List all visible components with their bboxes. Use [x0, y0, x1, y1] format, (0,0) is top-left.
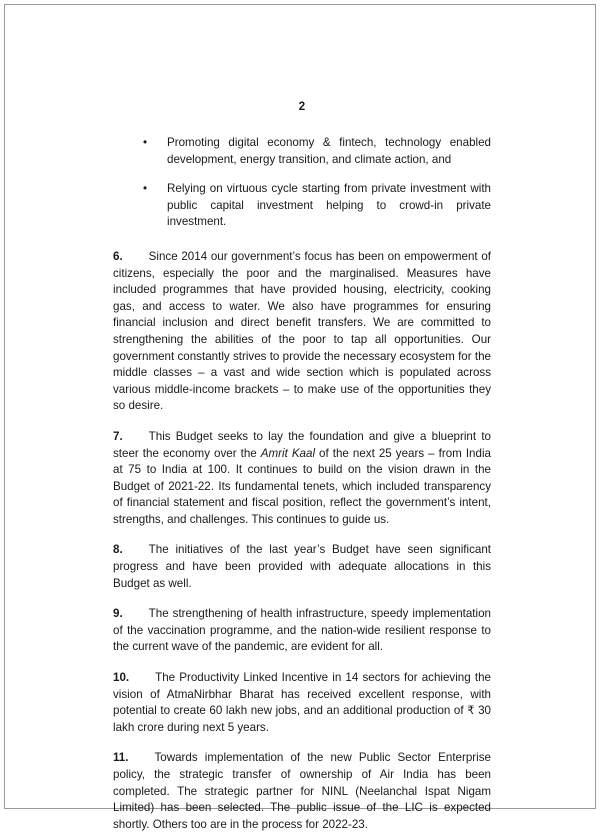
paragraph-text-continued: of the next 25 years – from India at 75 to India at 100. It continues to build on the vision drawn in the Budget of 2021-22. Its fundamental tenets, which included transparency of financial statement and fiscal position, reflect the government’s intent, strengths, and challenges. This continues to guide us. — [113, 446, 491, 526]
paragraph-text: The initiatives of the last year’s Budget have seen significant progress and have been provided with adequate allocations in this Budget as well. — [113, 543, 491, 590]
paragraph-8 — [113, 542, 491, 592]
paragraph-text: The Productivity Linked Incentive in 14 sectors for achieving the vision of AtmaNirbhar Bharat has received excellent response, with potential to create 60 lakh new jobs, and an additional production of ₹ 30 lakh crore during next 5 years. — [113, 671, 491, 734]
paragraph-number: 10. — [113, 671, 130, 685]
list-item-text: Relying on virtuous cycle starting from private investment with public capital investment helping to crowd-in private investment. — [167, 182, 491, 229]
document-page — [4, 4, 596, 831]
paragraph-text: Towards implementation of the new Public Sector Enterprise policy, the strategic transfer of ownership of Air India has been completed. The strategic partner for NINL (Neelanchal Ispat Nigam Limited) has been selected. The public issue of the LIC is expected shortly. Others too are in the process for 2022-23. — [113, 751, 491, 831]
paragraph-11 — [113, 750, 491, 833]
paragraph-10 — [113, 670, 491, 736]
page-number: 2 — [298, 101, 306, 113]
paragraph-text: This Budget seeks to lay the foundation and give a blueprint to steer the economy over the — [113, 429, 491, 460]
list-item — [113, 181, 491, 231]
emphasis-amrit-kaal: Amrit Kaal — [260, 446, 316, 460]
document-content — [113, 101, 491, 833]
paragraph-7 — [113, 429, 491, 529]
paragraph-text: Since 2014 our government’s focus has been on empowerment of citizens, especially the poor and the marginalised. Measures have included programmes that have provided housing, electricity, cooking gas, and access to water. We also have programmes for ensuring financial inclusion and direct benefit transfers. We are committed to strengthening the abilities of the poor to tap all opportunities. Our government constantly strives to provide the necessary ecosystem for the middle classes – a vast and wide section which is populated across various middle-income brackets – to make use of the opportunities they so desire. — [113, 249, 491, 413]
paragraph-6 — [113, 249, 491, 415]
list-item — [113, 135, 491, 168]
paragraph-9 — [113, 606, 491, 656]
bullet-list — [113, 135, 491, 231]
paragraph-number: 11. — [113, 751, 129, 765]
paragraph-number: 7. — [113, 429, 123, 443]
paragraph-number: 6. — [113, 249, 123, 263]
bullet-icon: • — [143, 182, 148, 196]
paragraph-number: 9. — [113, 607, 123, 621]
list-item-text: Promoting digital economy & fintech, technology enabled development, energy transition, and climate action, and — [167, 136, 491, 166]
paragraph-text: The strengthening of health infrastructure, speedy implementation of the vaccination programme, and the nation-wide resilient response to the current wave of the pandemic, are evident for all. — [113, 607, 491, 654]
paragraph-number: 8. — [113, 543, 123, 557]
bullet-icon: • — [143, 136, 148, 149]
